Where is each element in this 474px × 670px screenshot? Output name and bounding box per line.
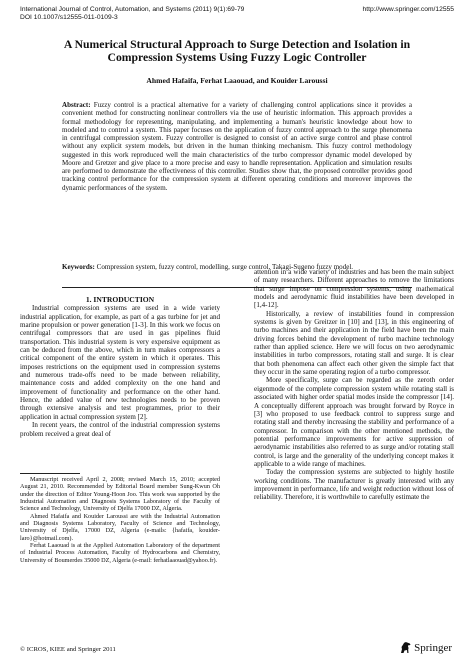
left-column xyxy=(20,296,220,438)
right-column xyxy=(254,268,454,502)
footnotes xyxy=(20,476,220,564)
footnote-affiliation-2: Ferhat Laaouad is at the Applied Automation Laboratory of the department of Industrial Process Automation, Faculty of Hydrocarbons and Chemistry, University of Boumerdes 35000 DZ, Algeria (e-mail: ferhatlaaouad@yahoo.fr). xyxy=(20,542,220,564)
journal-header xyxy=(20,6,244,22)
paragraph: Today the compression systems are subjected to highly hostile working conditions. The manufacturer is greatly interested with any improvement in performance, life and weight reduction without loss of reliability. Therefore, it is worthwhile to carefully estimate the xyxy=(254,468,455,502)
section-heading-introduction: 1. INTRODUCTION xyxy=(85,295,155,304)
keywords-text: Compression system, fuzzy control, modelling, surge control, Takagi-Sugeno fuzzy model. xyxy=(96,263,354,271)
publisher-logo xyxy=(398,641,452,654)
footnote-affiliation-1: Ahmed Hafaifa and Kouider Laroussi are with the Industrial Automation and Diagnosis Systems Laboratory, Faculty of Science and Technology, University of Djelfa, 17000 DZ, Algeria (e-mails: {hafaifa, kouider-laro}@hotmail.com). xyxy=(20,512,220,542)
title-line-1: A Numerical Structural Approach to Surge Detection and Isolation in xyxy=(63,38,411,51)
doi: DOI 10.1007/s12555-011-0109-3 xyxy=(20,14,118,21)
abstract-text: Fuzzy control is a practical alternative for a variety of challenging control applications since it provides a convenient method for constructing nonlinear controllers via the use of heuristic information. This approach provides a formal methodology for representing, manipulating, and implementing a human's heuristic knowledge about how to modeled and to control a system. This paper focuses on the application of fuzzy control approach to the surge phenomena in centrifugal compression system. Fuzzy controller is designed to consist of an active surge control and phase control without any explicit system models, but driven in the human thinking mechanism. This fuzzy control methodology suggested in this work reproduced well the main characteristics of the turbo compressor dynamic model developed by Moore and Gretzer and give place to a more precise and easy to handle representation. Application and simulation results are performed to demonstrate the effectiveness of this controller. Studies show that, the proposed controller provides good tracking control performance for the compression system at different operating conditions and moreover improves the dynamic performances of the system. xyxy=(62,101,412,192)
paragraph: More specifically, surge can be regarded as the zeroth order eigenmode of the complete compression system while rotating stall is associated with higher order spatial modes inside the compressor [14]. A conceptually different approach was brought forward by Royce in [3] who proposed to use feedback control to suppress surge and rotating stall and thereby increasing the stability and performance of a compressor. In comparison with the other mentioned methods, the potential performance improvements for active suppression of aerodynamic instabilities also referred to as surge and/or rotating stall control, is large and the generality of the underlying concept makes it applicable to a wide range of machines. xyxy=(254,376,454,468)
title-line-2: Compression Systems Using Fuzzy Logic Controller xyxy=(107,51,367,64)
abstract xyxy=(62,101,412,192)
springer-horse-icon xyxy=(398,641,412,654)
keywords-label: Keywords: xyxy=(62,263,95,271)
footnote-divider xyxy=(20,473,80,474)
paragraph: Industrial compression systems are used in a wide variety industrial application, for example, as part of a gas turbine for jet and marine propulsion or power generation [1-3]. In this work we focus on centrifugal compressors that are used in gas pipelines fluid transportation. This industrial system is very expensive equipment as can be deduced from the above, which in turn makes compressors a critical component of the entire system in which it operates. This imposes restrictions on the equipment used in compression systems and numerous trade-offs need to be made between reliability, maintenance costs and added complexity on the one hand and improvement of functionality and performance on the other hand. Hence, the added value of new technologies needs to be proven through extensive analysis and test programmes, prior to their application in actual compression system [2]. xyxy=(20,304,220,421)
abstract-label: Abstract: xyxy=(62,101,91,109)
journal-url[interactable]: http://www.springer.com/12555 xyxy=(362,6,454,13)
publisher-name: Springer xyxy=(414,641,452,654)
paper-title xyxy=(20,38,454,64)
paragraph: In recent years, the control of the industrial compression systems problem received a great deal of xyxy=(20,421,220,438)
paragraph: attention in a wide variety of industries and has been the main subject of many researchers. Different approaches to remove the limitations that surge impose on compression systems, using mathematical models and aerodynamic fluid instabilities have been developed in [1,4-12]. xyxy=(254,268,454,310)
journal-citation: International Journal of Control, Automation, and Systems (2011) 9(1):69-79 xyxy=(20,6,245,13)
footnote-manuscript: Manuscript received April 2, 2008; revised March 15, 2010; accepted August 21, 2010. Recommended by Editorial Board member Sung-Kwun Oh under the direction of Editor Young-Hoon Joo. This work was supported by the Industrial Automation and Diagnosis Systems Laboratory of the Faculty of Science and Technology, University of Djelfa 17000 DZ, Algeria. xyxy=(20,476,220,513)
paragraph: Historically, a review of instabilities found in compression systems is given by Greitzer in [10] and [13], in this engineering of turbo machines and their application in the field have been the main driving forces behind the development of turbo machine technology rather than applied science. Here we will focus on two aerodynamic instabilities in turbo compressors, rotating stall and surge. It is clear that both phenomena can affect each other given the simple fact that they occur in the same operating region of a turbo compressor. xyxy=(254,309,454,377)
copyright: © ICROS, KIEE and Springer 2011 xyxy=(20,646,116,653)
author-list: Ahmed Hafaifa, Ferhat Laaouad, and Kouider Laroussi xyxy=(146,76,328,85)
